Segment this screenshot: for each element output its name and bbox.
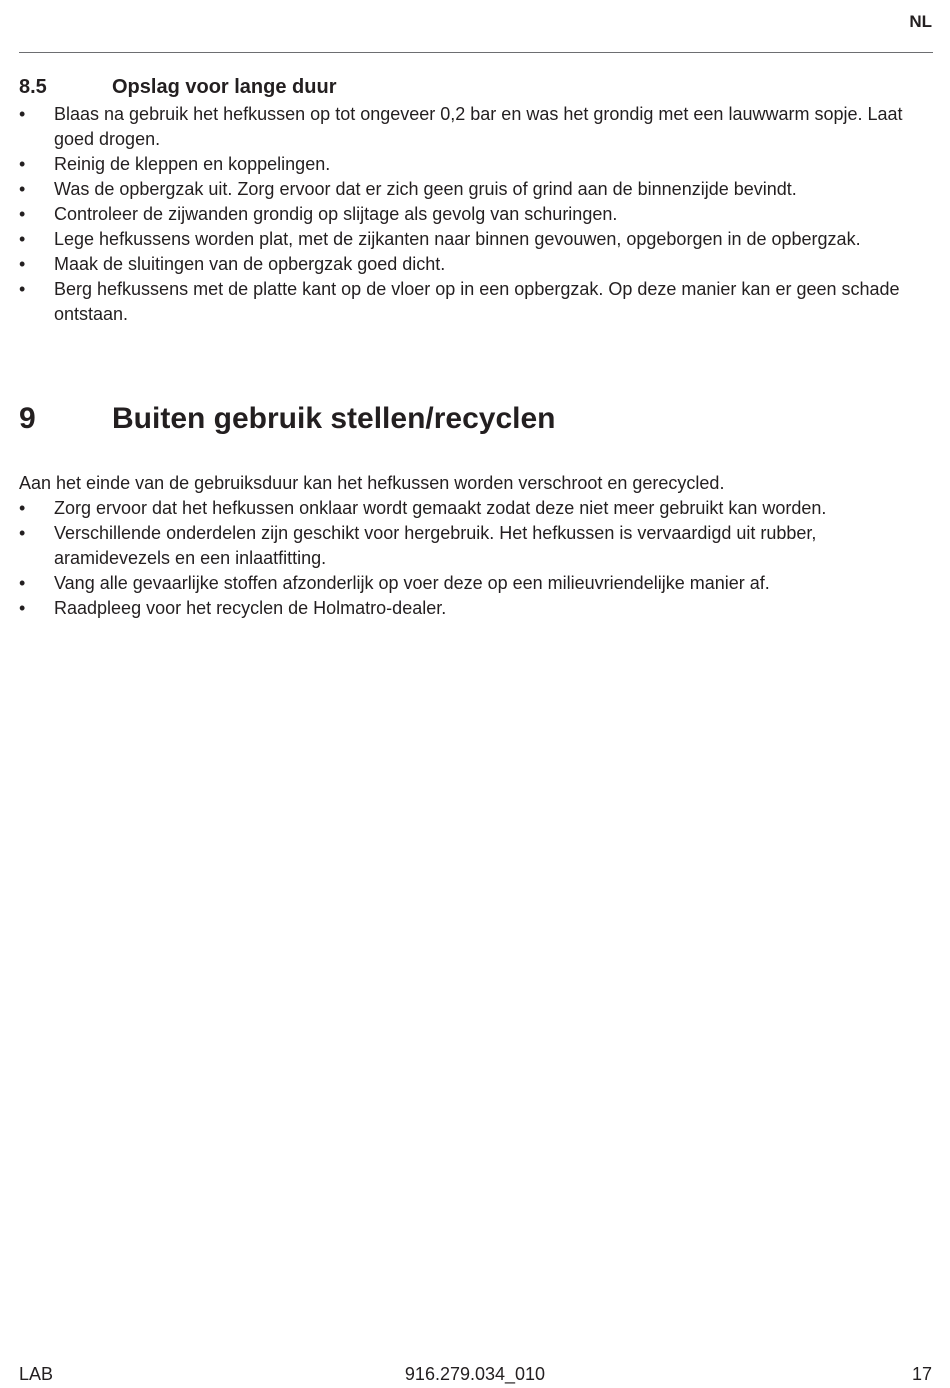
intro-paragraph: Aan het einde van de gebruiksduur kan het hefkussen worden verschroot en gerecycled. [19, 473, 725, 493]
bullet-icon: • [19, 204, 26, 224]
footer-left-label: LAB [19, 1364, 54, 1384]
bullet-icon: • [19, 279, 26, 299]
list-item [19, 152, 933, 177]
list-item [19, 277, 933, 327]
bullet-icon: • [19, 498, 26, 518]
section-heading [19, 76, 933, 102]
list-item-text: Raadpleeg voor het recyclen de Holmatro-dealer. [54, 598, 447, 618]
list-item [19, 227, 894, 252]
list-item-text: Was de opbergzak uit. Zorg ervoor dat er zich geen gruis of grind aan de binnenzijde bevindt. [54, 179, 797, 199]
list-item [19, 496, 933, 521]
list-item [19, 571, 933, 596]
list-item-text: Lege hefkussens worden plat, met de zijkanten naar binnen gevouwen, opgeborgen in de opbergzak. [54, 229, 861, 249]
footer-document-number: 916.279.034_010 [404, 1364, 546, 1384]
list-item [19, 202, 933, 227]
list-item [19, 521, 924, 571]
list-item [19, 596, 933, 621]
bullet-icon: • [19, 523, 26, 543]
bullet-icon: • [19, 229, 26, 249]
list-item-text: Controleer de zijwanden grondig op slijtage als gevolg van schuringen. [54, 204, 618, 224]
bullet-icon: • [19, 104, 26, 124]
language-code: NL [909, 12, 932, 31]
list-item-text: Berg hefkussens met de platte kant op de vloer op in een opbergzak. Op deze manier kan er geen schade ontstaan. [54, 279, 900, 324]
list-item-text: Zorg ervoor dat het hefkussen onklaar wordt gemaakt zodat deze niet meer gebruikt kan worden. [54, 498, 827, 518]
section-8-5 [19, 76, 933, 327]
chapter-title: Buiten gebruik stellen/recyclen [112, 402, 556, 435]
section-number: 8.5 [19, 76, 47, 98]
list-item-text: Maak de sluitingen van de opbergzak goed dicht. [54, 254, 446, 274]
chapter-heading [19, 402, 933, 438]
list-item-text: Vang alle gevaarlijke stoffen afzonderlijk op voer deze op een milieuvriendelijke manier af. [54, 573, 770, 593]
section-title: Opslag voor lange duur [112, 76, 337, 98]
list-item-text: Verschillende onderdelen zijn geschikt voor hergebruik. Het hefkussen is vervaardigd uit rubber, aramidevezels en een inlaatfitting. [54, 523, 817, 568]
list-item [19, 177, 933, 202]
bullet-icon: • [19, 598, 26, 618]
bullet-list [19, 102, 933, 327]
list-item [19, 252, 933, 277]
section-9 [19, 402, 933, 621]
bullet-icon: • [19, 154, 26, 174]
bullet-list [19, 496, 933, 621]
page-number: 17 [911, 1364, 932, 1384]
bullet-icon: • [19, 179, 26, 199]
bullet-icon: • [19, 254, 26, 274]
bullet-icon: • [19, 573, 26, 593]
list-item-text: Reinig de kleppen en koppelingen. [54, 154, 331, 174]
chapter-number: 9 [19, 402, 36, 435]
list-item [19, 102, 924, 152]
list-item-text: Blaas na gebruik het hefkussen op tot ongeveer 0,2 bar en was het grondig met een lauwwarm sopje. Laat goed drogen. [54, 104, 903, 149]
header-divider [19, 52, 933, 53]
